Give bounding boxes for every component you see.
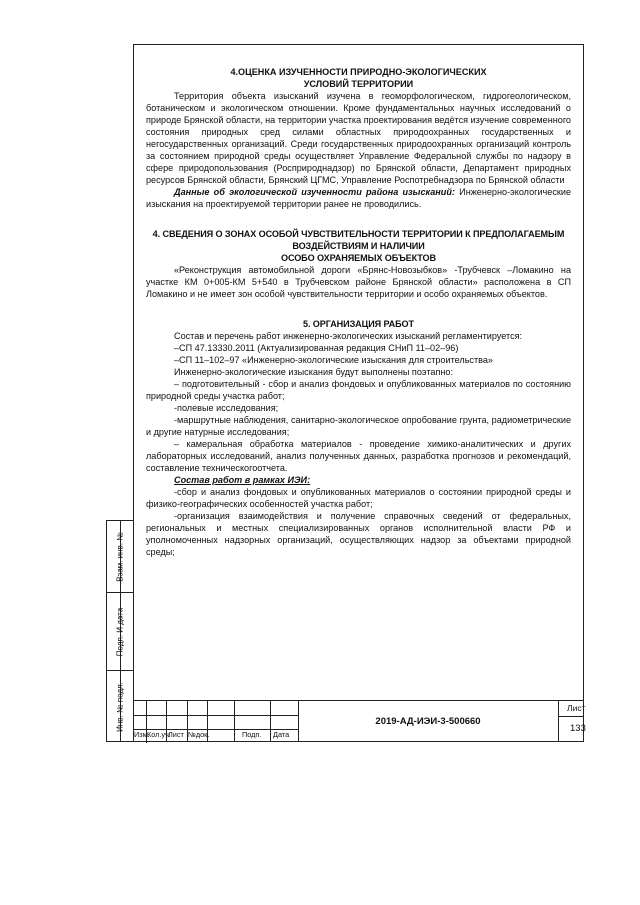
stamp-divider: [234, 701, 235, 742]
section4a-title-line1: 4.ОЦЕНКА ИЗУЧЕННОСТИ ПРИРОДНО-ЭКОЛОГИЧЕСКИХ: [230, 67, 487, 77]
section4b-title-line3: ОСОБО ОХРАНЯЕМЫХ ОБЪЕКТОВ: [281, 253, 436, 263]
section4a-data-text: Инженерно-экологические изыскания на проектируемой территории ранее не проводились.: [146, 187, 571, 209]
section5-sub2: -организация взаимодействия и получение справочных сведений от федеральных, региональных и местных специализированных органов исполнительной власти РФ и уполномоченных надзорных организаций, осуществляющих надзор за объектами природной среды;: [146, 511, 571, 557]
stamp-col-izm: Изм.: [134, 730, 150, 739]
sheet-label: Лист: [567, 703, 586, 713]
side-cell-podp: [107, 593, 133, 671]
section5-line1: Состав и перечень работ инженерно-экологических изысканий регламентируется:: [174, 331, 523, 341]
stamp-sheet-line: [558, 716, 584, 717]
section4a-data-label: Данные об экологической изученности района изысканий:: [174, 187, 455, 197]
stamp-divider: [558, 701, 559, 742]
sheet-number: 133: [570, 723, 586, 734]
section4a-title-line2: УСЛОВИЙ ТЕРРИТОРИИ: [303, 79, 414, 89]
side-label-inv: Инв. № подл.: [115, 682, 125, 732]
stamp-row-line: [133, 715, 298, 716]
section5-item4: – камеральная обработка материалов - проведение химико-аналитических и других лабораторных исследований, анализ полученных данных, разработка прогнозов и рекомендаций, составление техническогоотчета.: [146, 439, 571, 473]
section4a-data-paragraph: [146, 186, 571, 210]
section5-item3: -маршрутные наблюдения, санитарно-экологическое опробование грунта, радиометрические и другие натурные исследования;: [146, 415, 571, 437]
section5-subtitle-paragraph: [146, 474, 571, 486]
section5-item1: – подготовительный - сбор и анализ фондовых и опубликованных материалов по состоянию природной среды участка работ;: [146, 379, 571, 401]
section5-subtitle: Состав работ в рамках ИЭИ:: [174, 475, 311, 485]
stamp-col-list: Лист: [168, 730, 184, 739]
stamp-col-data: Дата: [273, 730, 290, 739]
section5-line2: –СП 47.13330.2011 (Актуализированная редакция СНиП 11–02–96): [174, 343, 459, 353]
spacer: [146, 300, 571, 318]
stamp-col-kol: Кол.уч.: [147, 730, 171, 739]
stamp-col-podp: Подп.: [242, 730, 262, 739]
section4b-title-line1: 4. СВЕДЕНИЯ О ЗОНАХ ОСОБОЙ ЧУВСТВИТЕЛЬНОСТИ ТЕРРИТОРИИ К ПРЕДПОЛАГАЕМЫМ: [152, 229, 565, 239]
section4b-title-line2: ВОЗДЕЙСТВИЯМ И НАЛИЧИИ: [292, 241, 425, 251]
document-body: [146, 66, 571, 558]
section5-line4: Инженерно-экологические изыскания будут выполнены поэтапно:: [174, 367, 453, 377]
section5-sub1: -сбор и анализ фондовых и опубликованных материалов о состоянии природной среды и физико-географических особенностей участка работ;: [146, 487, 571, 509]
section4b-paragraph: «Реконструкция автомобильной дороги «Брянс-Новозыбков» -Трубчевск –Ломакино на участке КМ 0+005-КМ 5+540 в Трубчевском районе Брянской области» расположена в СП Ломакино и не имеет зон особой чувствительности территории и особо охраняемых объектов.: [146, 265, 571, 299]
section5-line3: –СП 11–102–97 «Инженерно-экологические изыскания для строительства»: [174, 355, 493, 365]
stamp-divider: [270, 701, 271, 742]
side-label-podp: Подп. И дата: [115, 607, 125, 656]
title-block: [133, 700, 584, 742]
section5-item2: -полевые исследования;: [174, 403, 279, 413]
side-stamp: [106, 520, 133, 742]
section5-title: 5. ОРГАНИЗАЦИЯ РАБОТ: [302, 319, 414, 329]
section4a-paragraph: Территория объекта изысканий изучена в геоморфологическом, гидрогеологическом, ботаническом и экологическом отношении. Кроме фундаментальных научных исследований о природе Брянской области, на территории участка проектирования ведётся изучение современного состояния природных сред силами областных природоохранных государственных и негосударственных организаций. Среди государственных природоохранных организаций контроль за состоянием природной среды осуществляет Управление Федеральной службы по надзору в сфере природопользования (Росприроднадзор) по Брянской области, Департамент природных ресурсов Брянской области, Брянский ЦГМС, Управление Роспотребнадзора по Брянской области: [146, 91, 571, 185]
side-cell-vzam: [107, 521, 133, 593]
spacer: [146, 210, 571, 228]
side-cell-inv: [107, 671, 133, 743]
stamp-col-ndok: №док.: [188, 730, 210, 739]
document-code: 2019-АД-ИЭИ-3-500660: [375, 716, 481, 727]
side-label-vzam: Взам. инв. №: [115, 531, 125, 582]
